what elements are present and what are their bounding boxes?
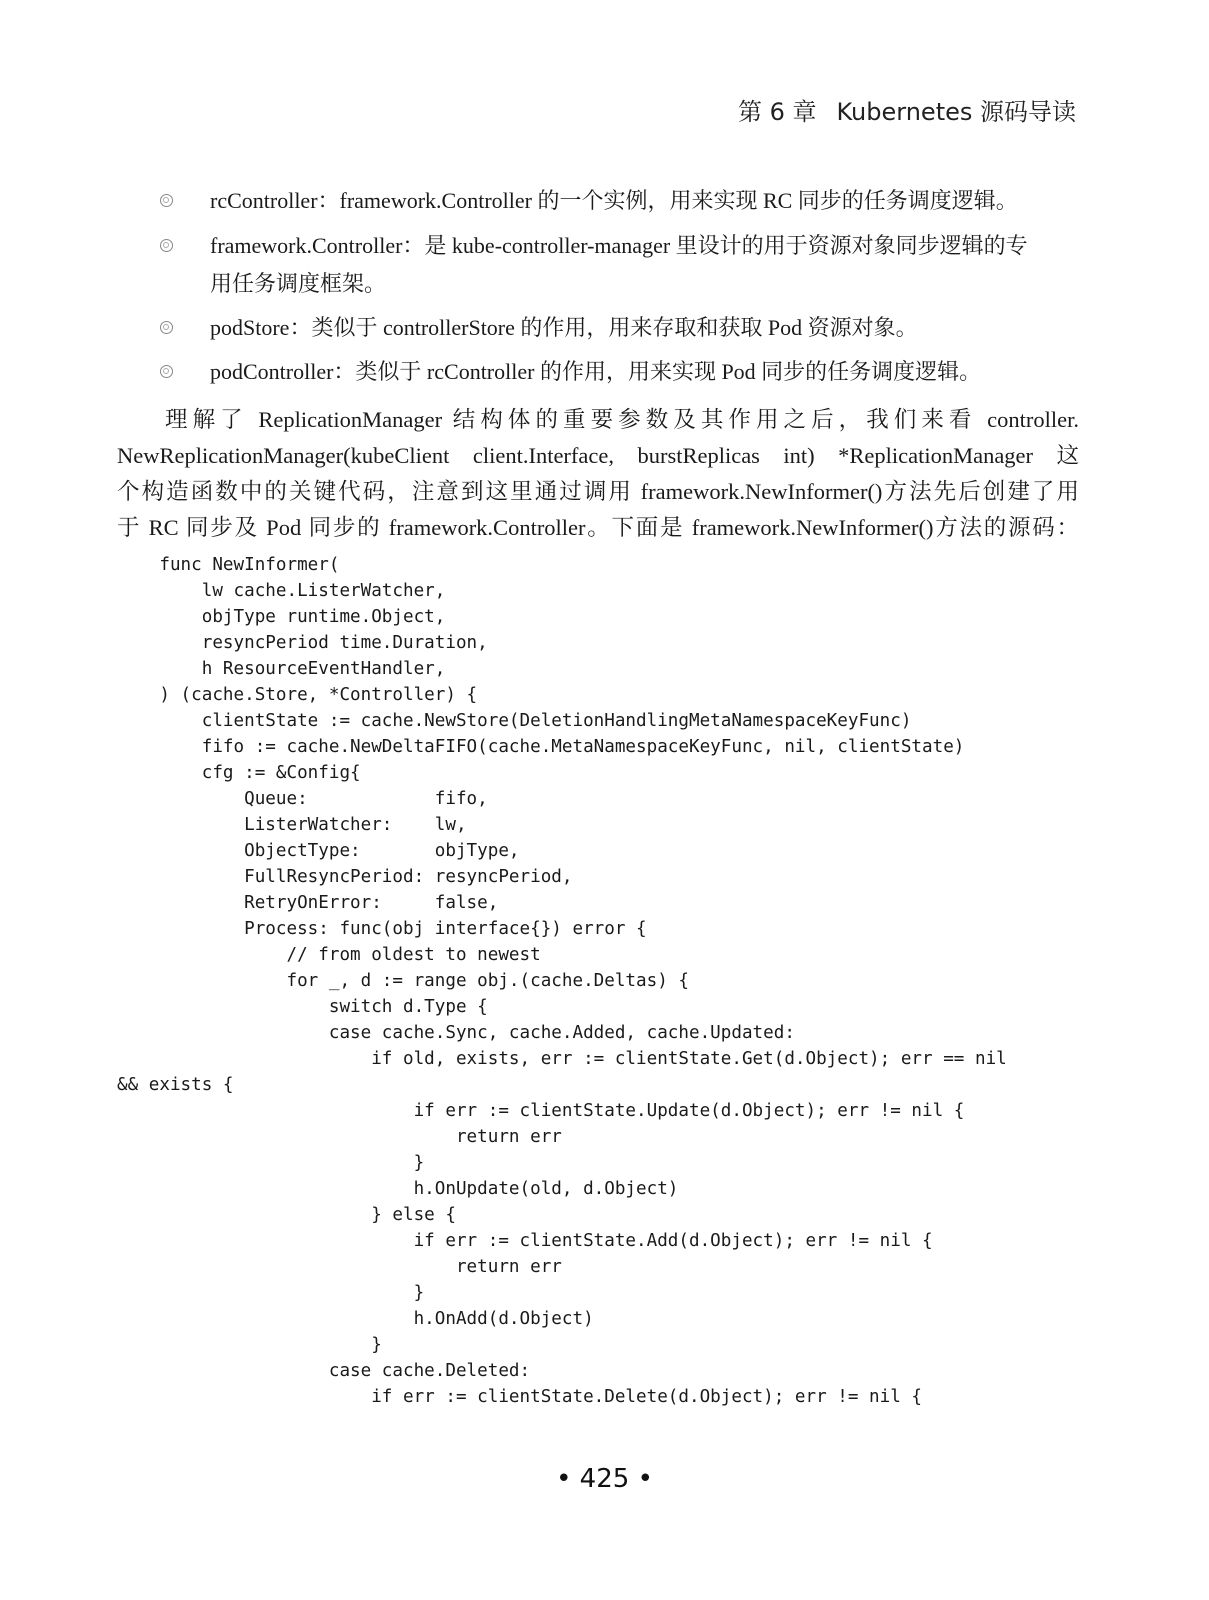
code-line: Process: func(obj interface{}) error { bbox=[117, 919, 647, 939]
code-line: FullResyncPeriod: resyncPeriod, bbox=[117, 867, 573, 887]
code-line: if err := clientState.Delete(d.Object); err != nil { bbox=[117, 1387, 923, 1407]
code-line: // from oldest to newest bbox=[117, 945, 541, 965]
code-line: case cache.Deleted: bbox=[117, 1361, 531, 1381]
bullet-text: rcController：framework.Controller 的一个实例，用来实现 RC 同步的任务调度逻辑。 bbox=[210, 188, 1018, 213]
code-line: if old, exists, err := clientState.Get(d.Object); err == nil bbox=[117, 1049, 1007, 1069]
code-line: h ResourceEventHandler, bbox=[117, 659, 446, 679]
running-header bbox=[738, 92, 1076, 127]
paragraph-line: 于 RC 同步及 Pod 同步的 framework.Controller。下面是 framework.NewInformer()方法的源码： bbox=[117, 515, 1079, 540]
chapter-label: 第 6 章 bbox=[737, 98, 817, 126]
chapter-title: Kubernetes 源码导读 bbox=[836, 98, 1076, 126]
code-line: ListerWatcher: lw, bbox=[117, 815, 467, 835]
code-line: } bbox=[117, 1153, 425, 1173]
code-line: clientState := cache.NewStore(DeletionHandlingMetaNamespaceKeyFunc) bbox=[117, 711, 912, 731]
code-line: ) (cache.Store, *Controller) { bbox=[117, 685, 478, 705]
circle-bullet-icon bbox=[160, 239, 173, 252]
paragraph-line: 个构造函数中的关键代码，注意到这里通过调用 framework.NewInformer()方法先后创建了用 bbox=[117, 479, 1079, 504]
bullet-text: framework.Controller：是 kube-controller-manager 里设计的用于资源对象同步逻辑的专 bbox=[210, 233, 1028, 258]
code-line: h.OnAdd(d.Object) bbox=[117, 1309, 594, 1329]
code-line: && exists { bbox=[117, 1075, 234, 1095]
paragraph-line: NewReplicationManager(kubeClient client.Interface, burstReplicas int) *ReplicationManager 这 bbox=[117, 443, 1079, 468]
code-line: objType runtime.Object, bbox=[117, 607, 446, 627]
code-line: lw cache.ListerWatcher, bbox=[117, 581, 446, 601]
bullet-text: podStore：类似于 controllerStore 的作用，用来存取和获取 Pod 资源对象。 bbox=[210, 315, 918, 340]
code-line: return err bbox=[117, 1127, 562, 1147]
code-line: h.OnUpdate(old, d.Object) bbox=[117, 1179, 679, 1199]
bullet-text-continued: 用任务调度框架。 bbox=[210, 271, 387, 296]
code-line: ObjectType: objType, bbox=[117, 841, 520, 861]
code-line: switch d.Type { bbox=[117, 997, 488, 1017]
code-line: if err := clientState.Add(d.Object); err != nil { bbox=[117, 1231, 933, 1251]
code-line: func NewInformer( bbox=[117, 555, 340, 575]
code-listing bbox=[117, 552, 1007, 1410]
body-paragraph bbox=[117, 402, 1079, 546]
page-number: • 425 • bbox=[556, 1464, 653, 1494]
code-line: return err bbox=[117, 1257, 562, 1277]
code-line: } else { bbox=[117, 1205, 456, 1225]
code-line: Queue: fifo, bbox=[117, 789, 488, 809]
code-line: if err := clientState.Update(d.Object); err != nil { bbox=[117, 1101, 965, 1121]
bullet-text: podController：类似于 rcController 的作用，用来实现 Pod 同步的任务调度逻辑。 bbox=[210, 359, 982, 384]
circle-bullet-icon bbox=[160, 194, 173, 207]
code-line: case cache.Sync, cache.Added, cache.Updated: bbox=[117, 1023, 795, 1043]
code-line: RetryOnError: false, bbox=[117, 893, 499, 913]
circle-bullet-icon bbox=[160, 321, 173, 334]
code-line: } bbox=[117, 1283, 425, 1303]
circle-bullet-icon bbox=[160, 365, 173, 378]
code-line: fifo := cache.NewDeltaFIFO(cache.MetaNamespaceKeyFunc, nil, clientState) bbox=[117, 737, 965, 757]
code-line: for _, d := range obj.(cache.Deltas) { bbox=[117, 971, 689, 991]
paragraph-line: 理解了 ReplicationManager 结构体的重要参数及其作用之后，我们来看 controller. bbox=[165, 407, 1079, 432]
code-line: resyncPeriod time.Duration, bbox=[117, 633, 488, 653]
code-line: cfg := &Config{ bbox=[117, 763, 361, 783]
code-line: } bbox=[117, 1335, 382, 1355]
